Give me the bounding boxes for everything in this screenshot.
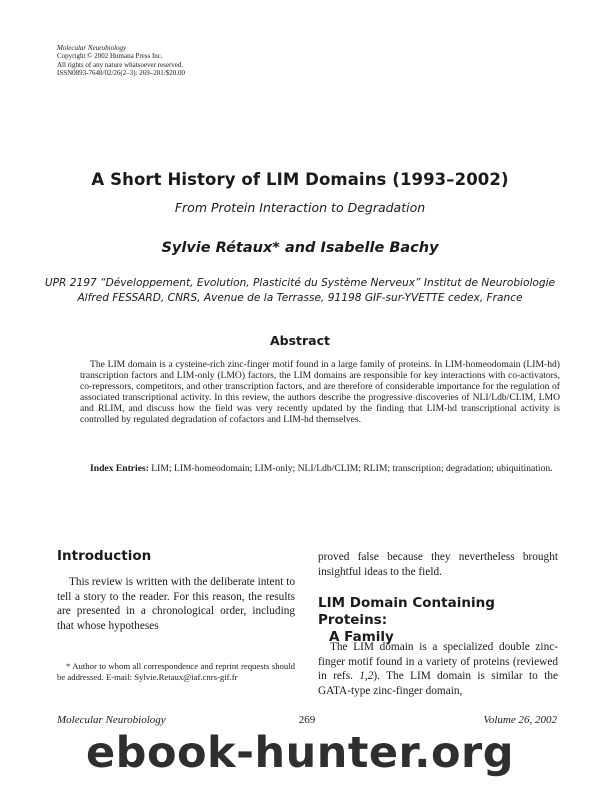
footer-journal: Molecular Neurobiology: [57, 714, 166, 726]
footer-page-number: 269: [298, 714, 316, 726]
affiliation-line-1: UPR 2197 “Développement, Evolution, Plasticité du Système Nerveux” Institut de Neurobiologie: [44, 277, 556, 289]
index-entries-label: Index Entries:: [90, 463, 149, 474]
footer-volume: Volume 26, 2002: [483, 714, 557, 726]
watermark: ebook-hunter.org: [86, 728, 514, 778]
introduction-heading: Introduction: [57, 548, 152, 564]
index-entries: [80, 463, 560, 474]
abstract-heading: Abstract: [269, 333, 331, 348]
header-journal-name: Molecular Neurobiology: [57, 44, 127, 52]
section-heading: [318, 595, 558, 646]
footnote: * Author to whom all correspondence and reprint requests should be addressed. E-mail: Sylvie.Retaux@iaf.cnrs-gif.fr: [57, 661, 295, 682]
section-heading-line-2: A Family: [329, 629, 394, 645]
abstract-text: The LIM domain is a cysteine-rich zinc-finger motif found in a large family of proteins. In LIM-homeodomain (LIM-hd) transcription factors and LIM-only (LMO) factors, the LIM domains are responsible for key interactions with co-activators, co-repressors, competitors, and other transcription factors, and are therefore of considerable importance for the regulation of associated transcriptional activity. In this review, the authors describe the progressive discoveries of NLI/Ldb/CLIM, LMO and RLIM, and discuss how the field was very recently updated by the finding that LIM-hd transcriptional activity is controlled by regulated degradation of cofactors and LIM-hd themselves.: [80, 359, 560, 425]
header-rights: All rights of any nature whatsoever reserved.: [57, 60, 184, 69]
index-entries-text: LIM; LIM-homeodomain; LIM-only; NLI/Ldb/CLIM; RLIM; transcription; degradation; ubiquitination.: [148, 463, 553, 474]
header-issn: ISSN0893-7648/02/26(2–3): 269–281/$20.00: [57, 68, 185, 77]
affiliation-line-2: Alfred FESSARD, CNRS, Avenue de la Terrasse, 91198 GIF-sur-YVETTE cedex, France: [77, 291, 523, 304]
paper-subtitle: From Protein Interaction to Degradation: [174, 200, 426, 215]
section-references: 1,2: [359, 670, 374, 683]
header-copyright: Copyright © 2002 Humana Press Inc.: [57, 52, 163, 61]
section-text-part-1: The LIM domain is a specialized double zinc-finger motif found in a variety of proteins (reviewed in refs.: [318, 641, 558, 683]
section-text: [318, 640, 558, 698]
affiliation: [40, 276, 560, 305]
introduction-text: This review is written with the deliberate intent to tell a story to the reader. For this reason, the results are presented in a chronological order, including that whose hypotheses: [57, 576, 295, 632]
introduction-continuation: proved false because they nevertheless brought insightful ideas to the field.: [318, 551, 558, 578]
section-heading-line-1: LIM Domain Containing Proteins:: [318, 595, 495, 628]
paper-title: A Short History of LIM Domains (1993–2002): [91, 170, 509, 189]
journal-header: [57, 44, 185, 77]
paper-authors: Sylvie Rétaux* and Isabelle Bachy: [161, 240, 439, 256]
section-text-part-2: ). The LIM domain is similar to the GATA-type zinc-finger domain,: [318, 670, 558, 697]
page-footer: [57, 714, 557, 728]
